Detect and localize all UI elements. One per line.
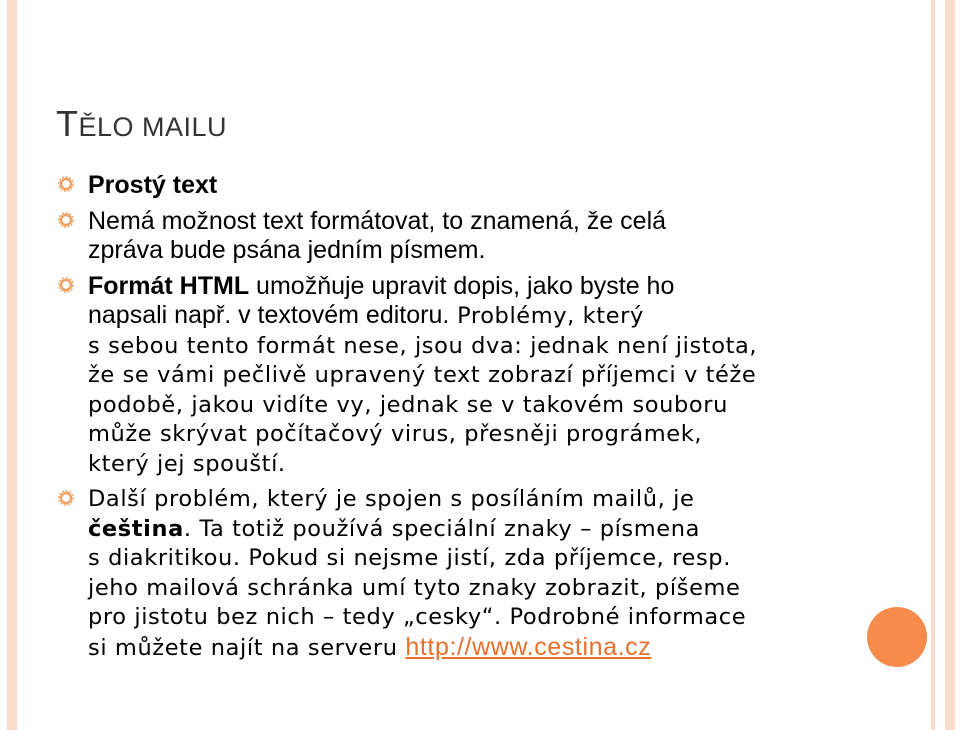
right-border-stripe-thin — [931, 0, 935, 730]
bullet-text-line — [88, 515, 838, 545]
bullet-text-line: který jej spouští. — [88, 450, 286, 477]
right-border-stripe — [945, 0, 955, 730]
sun-bullet-icon — [58, 490, 74, 506]
bullet-text-line: Nemá možnost text formátovat, to znamená, že celá — [88, 206, 667, 235]
cestina-link[interactable]: http://www.cestina.cz — [405, 632, 652, 661]
bullet-text-line — [88, 633, 838, 664]
bullet-text-line — [88, 301, 838, 332]
bullet-text-line: s sebou tento formát nese, jsou dva: jednak není jistota, — [88, 332, 758, 359]
bullet-text-line: s diakritikou. Pokud si nejsme jistí, zda příjemce, resp. — [88, 545, 731, 571]
bullet-text-line: zpráva bude psána jedním písmem. — [88, 236, 486, 264]
bullet-text-line: může skrývat počítačový virus, přesněji prográmek, — [88, 421, 703, 447]
bullet-text: umožňuje upravit dopis, jako byste ho — [249, 271, 675, 300]
title-rest: ĚLO MAILU — [78, 112, 228, 142]
bullet-text: . Ta totiž používá speciální znaky – písmena — [183, 515, 700, 542]
sun-bullet-icon — [58, 277, 74, 293]
bullet-text-line: jeho mailová schránka umí tyto znaky zobrazit, píšeme — [88, 574, 741, 601]
sun-bullet-icon — [58, 212, 74, 228]
bullet-item — [58, 207, 838, 266]
bullet-text: Problémy, který — [449, 303, 644, 329]
sun-bullet-icon — [58, 176, 74, 192]
bullet-text: si můžete najít na serveru — [88, 634, 406, 661]
bullet-item — [58, 485, 838, 663]
slide-title — [56, 102, 227, 149]
bullet-bold-term: čeština — [88, 515, 184, 542]
bullet-text-line: že se vámi pečlivě upravený text zobrazí příjemci v téže — [88, 362, 757, 388]
bullet-heading: Formát HTML — [88, 271, 250, 300]
bullet-text-line: Další problém, který je spojen s posíláním mailů, je — [88, 486, 695, 512]
bullet-item — [58, 272, 838, 480]
bullet-text-line — [88, 272, 838, 302]
bullet-item — [58, 171, 838, 201]
title-initial: T — [56, 103, 79, 144]
bullet-text-line: pro jistotu bez nich – tedy „cesky“. Podrobné informace — [88, 604, 747, 630]
orange-circle-decoration — [867, 607, 927, 667]
bullet-text-line: podobě, jakou vidíte vy, jednak se v takovém souboru — [88, 391, 728, 418]
bullet-heading: Prostý text — [88, 171, 218, 199]
bullet-text: napsali např. v textovém editoru. — [88, 301, 450, 329]
left-border-stripe — [7, 0, 17, 730]
bullet-list — [58, 171, 838, 669]
